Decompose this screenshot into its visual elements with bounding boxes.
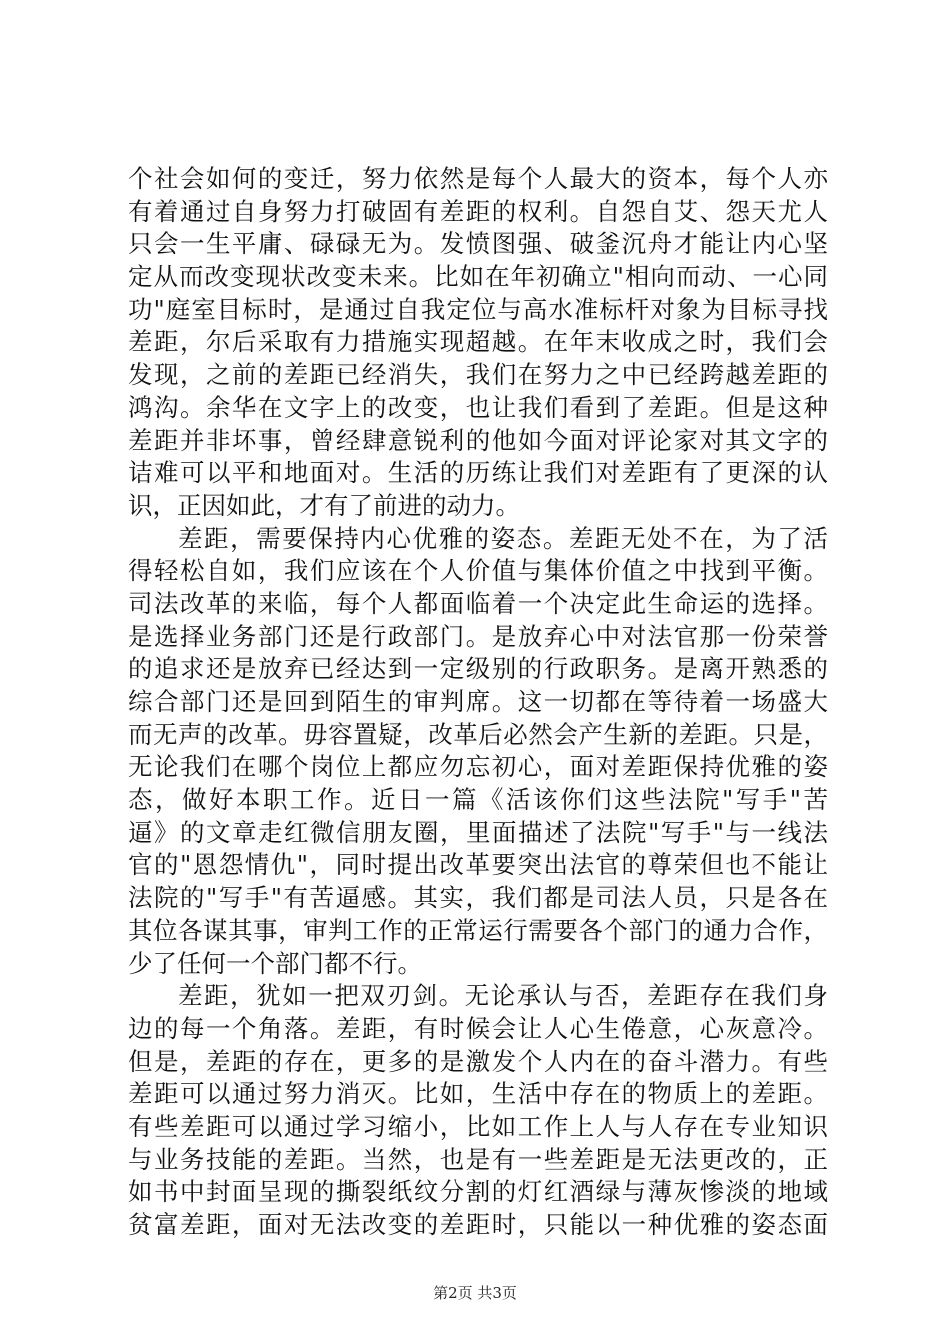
paragraph xyxy=(128,523,828,981)
text-line: 得轻松自如，我们应该在个人价值与集体价值之中找到平衡。 xyxy=(128,556,828,586)
text-line: 差距可以通过努力消灭。比如，生活中存在的物质上的差距。 xyxy=(128,1079,828,1109)
text-line: 无论我们在哪个岗位上都应勿忘初心，面对差距保持优雅的姿 xyxy=(128,752,828,782)
text-line: 其位各谋其事，审判工作的正常运行需要各个部门的通力合作， xyxy=(128,915,828,945)
paragraph xyxy=(128,980,828,1242)
text-line: 有着通过自身努力打破固有差距的权利。自怨自艾、怨天尤人 xyxy=(128,196,828,226)
text-line: 少了任何一个部门都不行。 xyxy=(128,948,422,978)
text-line: 综合部门还是回到陌生的审判席。这一切都在等待着一场盛大 xyxy=(128,687,828,716)
text-line: 的追求还是放弃已经达到一定级别的行政职务。是离开熟悉的 xyxy=(128,654,828,684)
text-line: 差距，犹如一把双刃剑。无论承认与否，差距存在我们身 xyxy=(178,981,828,1011)
text-line: 司法改革的来临，每个人都面临着一个决定此生命运的选择。 xyxy=(128,588,828,618)
text-line: 诘难可以平和地面对。生活的历练让我们对差距有了更深的认 xyxy=(128,458,828,488)
paragraph xyxy=(128,163,828,523)
text-line: 识，正因如此，才有了前进的动力。 xyxy=(128,490,520,520)
text-line: 逼》的文章走红微信朋友圈，里面描述了法院"写手"与一线法 xyxy=(128,817,828,847)
document-body xyxy=(128,163,828,1242)
text-line: 是选择业务部门还是行政部门。是放弃心中对法官那一份荣誉 xyxy=(128,621,828,651)
text-line: 发现，之前的差距已经消失，我们在努力之中已经跨越差距的 xyxy=(128,360,828,390)
text-line: 法院的"写手"有苦逼感。其实，我们都是司法人员，只是各在 xyxy=(128,883,828,913)
text-line: 差距，尔后采取有力措施实现超越。在年末收成之时，我们会 xyxy=(128,327,828,357)
text-line: 边的每一个角落。差距，有时候会让人心生倦意，心灰意冷。 xyxy=(128,1013,828,1043)
text-line: 而无声的改革。毋容置疑，改革后必然会产生新的差距。只是， xyxy=(128,719,828,749)
text-line: 差距并非坏事，曾经肆意锐利的他如今面对评论家对其文字的 xyxy=(128,425,828,455)
text-line: 与业务技能的差距。当然，也是有一些差距是无法更改的，正 xyxy=(128,1144,828,1174)
text-line: 定从而改变现状改变未来。比如在年初确立"相向而动、一心同 xyxy=(128,262,828,292)
text-line: 但是，差距的存在，更多的是激发个人内在的奋斗潜力。有些 xyxy=(128,1046,828,1076)
text-line: 只会一生平庸、碌碌无为。发愤图强、破釜沉舟才能让内心坚 xyxy=(128,229,828,259)
text-line: 如书中封面呈现的撕裂纸纹分割的灯红酒绿与薄灰惨淡的地域 xyxy=(128,1177,828,1207)
text-line: 鸿沟。余华在文字上的改变，也让我们看到了差距。但是这种 xyxy=(128,392,828,422)
page-footer: 第2页 共3页 xyxy=(433,1284,517,1302)
text-line: 差距，需要保持内心优雅的姿态。差距无处不在，为了活 xyxy=(178,523,828,553)
text-line: 有些差距可以通过学习缩小，比如工作上人与人存在专业知识 xyxy=(128,1111,828,1141)
text-line: 态，做好本职工作。近日一篇《活该你们这些法院"写手"苦 xyxy=(128,785,828,815)
text-line: 官的"恩怨情仇"，同时提出改革要突出法官的尊荣但也不能让 xyxy=(128,850,828,880)
text-line: 功"庭室目标时，是通过自我定位与高水准标杆对象为目标寻找 xyxy=(128,294,828,324)
text-line: 个社会如何的变迁，努力依然是每个人最大的资本，每个人亦 xyxy=(128,164,828,193)
text-line: 贫富差距，面对无法改变的差距时，只能以一种优雅的姿态面 xyxy=(128,1210,828,1239)
